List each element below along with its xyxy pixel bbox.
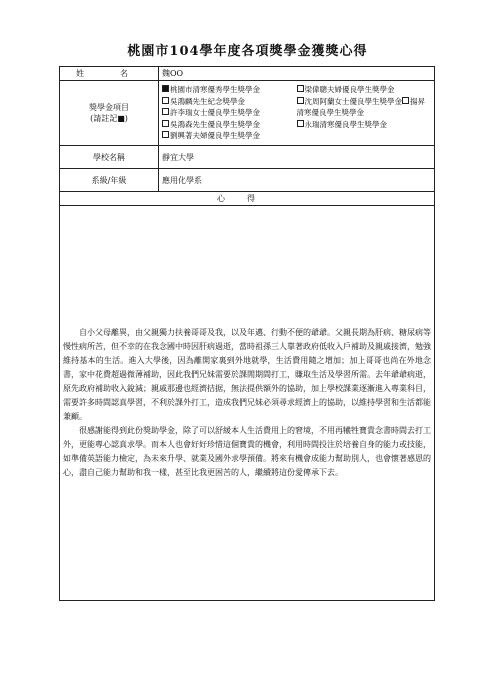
scholarship-hint: (請註記■): [90, 114, 128, 123]
checkbox-icon[interactable]: [297, 120, 304, 127]
scholarship-option: [297, 96, 432, 108]
school-value: 靜宜大學: [159, 146, 435, 169]
checkbox-icon[interactable]: [162, 131, 169, 138]
checkbox-icon[interactable]: [162, 97, 169, 104]
scholarship-label: 獎學金項目: [89, 103, 129, 112]
scholarship-option: [297, 119, 432, 131]
checked-box-icon[interactable]: [162, 85, 169, 92]
name-label: [60, 67, 159, 81]
essay-cell: [60, 206, 435, 601]
scholarship-option-label: 清寒優良學生獎學金: [296, 108, 364, 118]
name-label-text: 姓 名: [76, 69, 142, 78]
scholarship-option-label: 永瑞清寒優良學生獎學金: [304, 119, 387, 129]
school-label: 學校名稱: [60, 146, 159, 169]
scholarship-option: [162, 96, 297, 108]
scholarship-option: [162, 84, 297, 96]
scholarship-option-label: 劉興著夫婦優良學生獎學金: [170, 131, 260, 141]
scholarship-option-label: 揚昇: [410, 96, 425, 106]
scholarship-option-label: 梁偉聰夫婦優良學生獎學金: [304, 85, 395, 95]
scholarship-option: [297, 84, 432, 96]
scholarship-form-table: [59, 66, 435, 601]
name-value: 魏OO: [159, 67, 435, 81]
heart-label: 心得: [217, 194, 277, 203]
scholarship-option: [297, 107, 432, 119]
scholarship-option: [162, 107, 297, 119]
scholarship-column-right: [297, 84, 432, 142]
scholarship-option-label: 許李瑞女士優良學生獎學金: [170, 108, 260, 118]
checkbox-icon[interactable]: [297, 97, 304, 104]
scholarship-column-left: [162, 84, 297, 142]
scholarship-option-label: 吳鴻麟先生紀念獎學金: [170, 96, 245, 106]
school-row: [60, 146, 435, 169]
checkbox-icon[interactable]: [162, 120, 169, 127]
checkbox-icon[interactable]: [162, 108, 169, 115]
page-title: 桃園市104學年度各項獎學金獲獎心得: [127, 44, 368, 59]
heart-label-cell: [60, 192, 435, 206]
scholarship-option-label: 桃園市清寒優秀學生獎學金: [170, 85, 260, 95]
scholarship-option-label: 吳鴻森先生優良學生獎學金: [170, 119, 260, 129]
essay-paragraph: 自小父母離異，由父親獨力扶養哥哥及我，以及年邁、行動不便的爺爺。父親長期為肝病、糖尿病等慢性病所苦，但不幸的在我念國中時因肝病過逝，當時祖孫三人靠著政府低收入戶補助及親戚接濟，勉強維持基本的生活。進入大學後，因為離開家裏到外地就學，生活費用隨之增加；加上哥哥也尚在外地念書，家中花費超過微薄補助，因此我們兄妹需要於課閒期間打工，賺取生活及學習所需。去年爺爺病逝，原先政府補助收入銳減；親戚那邊也經濟拮据，無法提供額外的協助，加上學校課業逐漸進入專業科目，需要許多時間認真學習，不利於課外打工，造成我們兄妹必須尋求經濟上的協助，以維持學習和生活都能兼顧。: [63, 328, 431, 421]
scholarship-option: [162, 130, 297, 142]
scholarship-label-cell: [60, 81, 159, 146]
dept-value: 應用化學系: [159, 169, 435, 192]
dept-row: [60, 169, 435, 192]
essay-paragraph: 很感謝能得到此份獎助學金，除了可以舒緩本人生活費用上的窘境，不用再犧牲寶貴念書時間去打工外，更能專心認真求學。而本人也會好好珍惜這個寶貴的機會，利用時間投注於培養自身的能力或技能，如準備英語能力檢定，為未來升學、就業及國外求學預備。將來有機會成能力幫助別人，也會懷著感恩的心，盡自己能力幫助和我一樣，甚至比我更困苦的人，繼續將這份愛傳承下去。: [63, 426, 431, 477]
scholarship-row: [60, 81, 435, 146]
heart-row: [60, 192, 435, 206]
dept-label: 系級/年級: [60, 169, 159, 192]
scholarship-option: [162, 119, 297, 131]
checkbox-icon[interactable]: [402, 97, 409, 104]
checkbox-icon[interactable]: [297, 85, 304, 92]
scholarship-options: [159, 81, 435, 146]
essay-row: [60, 206, 435, 601]
scholarship-option-label: 沈周阿蘭女士優良學生獎學金: [304, 96, 402, 106]
name-row: [60, 67, 435, 81]
